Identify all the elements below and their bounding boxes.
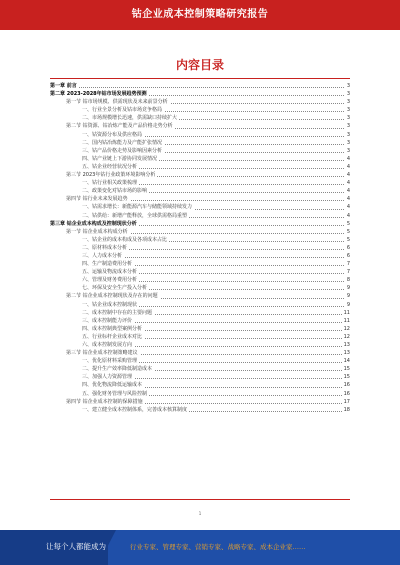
toc-entry-text: 第三节 钴企业成本控制策略建议 [66, 350, 138, 357]
toc-entry-text: 一、钴企业的成本构成及各项成本占比 [82, 236, 168, 243]
toc-entry-page: 15 [343, 374, 350, 381]
toc-entry[interactable] [50, 212, 350, 220]
toc-entry[interactable] [50, 390, 350, 398]
toc-entry[interactable] [50, 276, 350, 284]
page-number: 1 [198, 511, 202, 516]
toc-entry-page: 4 [346, 163, 350, 170]
toc-entry[interactable] [50, 179, 350, 187]
toc-entry-text: 第一章 前言 [50, 83, 77, 89]
toc-entry-page: 4 [346, 188, 350, 195]
toc-entry[interactable] [50, 220, 350, 228]
toc-entry-text: 二、原材料成本分析 [82, 244, 128, 251]
toc-entry-text: 三、钴产品价格走势及影响因素分析 [82, 147, 163, 154]
toc-entry-text: 第二节 钴资源、钴冶炼产能及产品价格走势分析 [66, 123, 173, 130]
toc-entry-page: 13 [343, 342, 350, 348]
toc-entry-page: 4 [346, 212, 350, 219]
toc-entry-text: 第一节 钴市场规模、供需现状及未来前景分析 [66, 99, 168, 106]
toc-entry[interactable] [50, 244, 350, 252]
toc-entry[interactable] [50, 381, 350, 389]
toc-entry-page: 9 [346, 301, 350, 308]
toc-heading: 内容目录 [175, 58, 224, 72]
toc-entry-page: 14 [343, 358, 350, 365]
toc-entry-page: 4 [346, 180, 350, 187]
toc-entry-text: 第四节 钴企业成本控制的保障措施 [66, 398, 143, 405]
toc-entry[interactable] [50, 284, 350, 292]
toc-top-rule [50, 78, 350, 79]
toc-entry-text: 第一节 钴企业成本构成分析 [66, 228, 128, 235]
toc-entry-text: 二、国内钴冶炼能力及产能扩张情况 [82, 139, 163, 146]
toc-entry-text: 五、运输及物流成本分析 [82, 269, 138, 276]
toc-entry[interactable] [50, 309, 350, 317]
toc-entry[interactable] [50, 252, 350, 260]
toc-entry[interactable] [50, 82, 350, 90]
toc-entry[interactable] [50, 301, 350, 309]
toc-entry[interactable] [50, 114, 350, 122]
toc-entry-text: 四、优化物流降低运输成本 [82, 382, 143, 389]
toc-entry-text: 一、行业全景分析及钴市场竞争格局 [82, 107, 163, 114]
toc-entry-text: 一、钴行业相关政策梳理 [82, 180, 138, 187]
toc-entry[interactable] [50, 325, 350, 333]
toc-entry-page: 3 [346, 123, 350, 130]
toc-entry-page: 3 [346, 147, 350, 154]
toc-entry[interactable] [50, 98, 350, 106]
toc-entry-text: 第四节 钴行业未来发展趋势 [66, 196, 128, 203]
toc-entry-text: 一、钴资源分布及供应格局 [82, 131, 143, 138]
toc-entry-text: 三、人力成本分析 [82, 252, 123, 259]
toc-entry-page: 5 [346, 236, 350, 243]
toc-entry-page: 4 [346, 172, 350, 179]
toc-entry[interactable] [50, 203, 350, 211]
toc-entry-page: 6 [346, 252, 350, 259]
toc-entry-page: 11 [343, 309, 350, 316]
toc-entry-text: 第三节 2023年钴行业政策环境影响分析 [66, 172, 156, 179]
toc-entry-text: 第二章 2023-2028年钴市场发展趋势预测 [50, 91, 147, 98]
toc-entry-text: 第二节 钴企业成本控制现状及存在的问题 [66, 293, 158, 300]
toc-entry[interactable] [50, 260, 350, 268]
toc-entry[interactable] [50, 357, 350, 365]
toc-entry-text: 二、钴供给：新增产能释放，全球供需格局重塑 [82, 212, 188, 219]
toc-entry-page: 17 [343, 398, 350, 405]
toc-entry-page: 16 [343, 382, 350, 389]
toc-entry[interactable] [50, 268, 350, 276]
toc-entry[interactable] [50, 122, 350, 130]
toc-entry-page: 4 [346, 204, 350, 211]
toc-entry-page: 4 [346, 155, 350, 162]
toc-entry-text: 四、成本控制典型案例分析 [82, 325, 143, 332]
toc-entry-text: 三、加强人力资源管理 [82, 374, 133, 381]
toc-entry-text: 二、成本控制中存在的主要问题 [82, 309, 153, 316]
table-of-contents [50, 82, 350, 496]
toc-entry-page: 9 [346, 293, 350, 300]
footer-slogan: 让每个人都能成为 [46, 542, 106, 551]
toc-entry-page: 5 [346, 220, 350, 227]
toc-entry-page: 8 [346, 277, 350, 284]
toc-entry-page: 3 [346, 107, 350, 114]
toc-entry-page: 7 [346, 269, 350, 276]
toc-entry[interactable] [50, 373, 350, 381]
footer-banner [0, 530, 400, 565]
toc-bottom-rule [50, 499, 350, 500]
toc-entry-page: 18 [343, 406, 350, 413]
toc-entry[interactable] [50, 317, 350, 325]
toc-entry[interactable] [50, 333, 350, 341]
toc-entry-page: 4 [346, 196, 350, 203]
toc-entry[interactable] [50, 155, 350, 163]
toc-entry[interactable] [50, 131, 350, 139]
toc-entry-page: 3 [346, 139, 350, 146]
toc-entry-text: 第三章 钴企业成本构成及控制现状分析 [50, 220, 137, 227]
toc-entry-text: 七、环保及安全生产投入分析 [82, 285, 148, 292]
toc-entry[interactable] [50, 236, 350, 244]
toc-entry-page: 3 [346, 91, 350, 98]
toc-entry-page: 13 [343, 350, 350, 357]
toc-entry-page: 3 [346, 115, 350, 122]
toc-entry[interactable] [50, 228, 350, 236]
toc-entry-text: 四、钴产业链上下游协同发展情况 [82, 155, 158, 162]
toc-entry[interactable] [50, 292, 350, 300]
toc-entry[interactable] [50, 195, 350, 203]
toc-entry-text: 五、行业标杆企业成本对比 [82, 333, 143, 340]
report-title: 钴企业成本控制策略研究报告 [131, 9, 269, 20]
toc-entry[interactable] [50, 406, 350, 414]
toc-entry[interactable] [50, 139, 350, 147]
toc-entry-text: 五、钴企业经营状况分析 [82, 163, 138, 170]
report-header [0, 0, 400, 30]
toc-entry-text: 五、强化财务管理与风险控制 [82, 390, 148, 397]
toc-entry-page: 9 [346, 285, 350, 292]
toc-entry-text: 二、政策变化对钴市场的影响 [82, 188, 148, 195]
toc-entry[interactable] [50, 163, 350, 171]
toc-entry-text: 二、市场规模增长迅速，供需缺口持续扩大 [82, 115, 178, 122]
toc-entry-text: 一、钴需求增长：新能源汽车与储能领域持续发力 [82, 204, 193, 211]
toc-entry-text: 一、钴企业成本控制现状 [82, 301, 138, 308]
toc-entry[interactable] [50, 90, 350, 98]
toc-entry-page: 15 [343, 366, 350, 373]
footer-expert-list: 行业专家、管理专家、营销专家、战略专家、成本企业家…… [130, 543, 306, 551]
toc-entry-page: 6 [346, 244, 350, 251]
toc-entry[interactable] [50, 398, 350, 406]
toc-entry[interactable] [50, 147, 350, 155]
toc-entry-text: 三、成本控制能力评价 [82, 317, 133, 324]
toc-entry-text: 一、优化原材料采购管理 [82, 358, 138, 365]
toc-entry-text: 六、管理及财务费用分析 [82, 277, 138, 284]
toc-entry[interactable] [50, 106, 350, 114]
toc-entry[interactable] [50, 187, 350, 195]
toc-entry-page: 11 [343, 317, 350, 324]
toc-entry-page: 3 [346, 131, 350, 138]
toc-leader-dots [50, 87, 344, 88]
toc-entry-page: 12 [343, 325, 350, 332]
toc-entry[interactable] [50, 365, 350, 373]
toc-entry-text: 六、成本控制发展方向 [82, 342, 133, 348]
toc-entry-page: 3 [346, 83, 350, 89]
toc-entry[interactable] [50, 171, 350, 179]
toc-entry-page: 16 [343, 390, 350, 397]
toc-entry-text: 二、提升生产效率降低制造成本 [82, 366, 153, 373]
toc-entry-text: 四、生产制造费用分析 [82, 261, 133, 268]
toc-entry-page: 12 [343, 333, 350, 340]
toc-entry[interactable] [50, 349, 350, 357]
toc-entry-page: 7 [346, 261, 350, 268]
toc-entry-text: 一、建立健全成本控制体系，完善成本核算制度 [82, 406, 188, 413]
toc-entry[interactable] [50, 341, 350, 349]
toc-entry-page: 5 [346, 228, 350, 235]
toc-entry-page: 3 [346, 99, 350, 106]
